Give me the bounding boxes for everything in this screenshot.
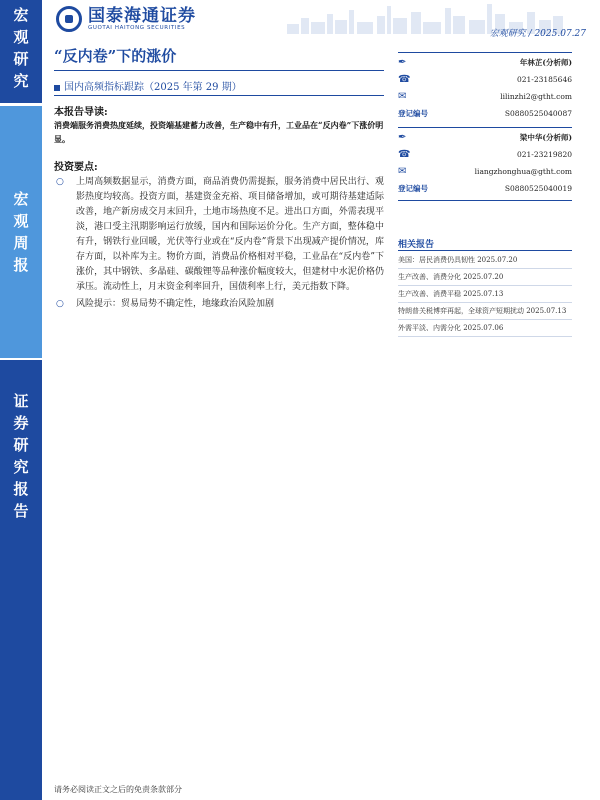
circle-bullet-icon: ○ bbox=[56, 177, 64, 187]
analyst-divider bbox=[398, 200, 572, 201]
analyst-name: 年林芷(分析师) bbox=[519, 58, 572, 67]
square-bullet-icon bbox=[54, 85, 60, 91]
analyst-email[interactable]: lilinzhi2@gtht.com bbox=[500, 92, 572, 101]
phone-icon: ☎ bbox=[398, 74, 411, 85]
sidebar-char: 告 bbox=[13, 502, 29, 520]
related-report-link[interactable]: 外需平淡、内需分化 2025.07.06 bbox=[398, 320, 572, 337]
sidebar-char: 周 bbox=[13, 234, 29, 252]
analyst-name-row bbox=[398, 54, 572, 71]
sidebar-securities-report bbox=[0, 360, 42, 800]
page-title: “反内卷”下的涨价 bbox=[54, 47, 177, 65]
related-report-link[interactable]: 生产改善、消费分化 2025.07.20 bbox=[398, 269, 572, 286]
sidebar-char: 观 bbox=[13, 212, 29, 230]
list-item bbox=[54, 297, 384, 312]
pen-icon: ✒ bbox=[398, 132, 407, 143]
reg-number: S0880525040087 bbox=[504, 109, 572, 118]
analyst-name-row bbox=[398, 129, 572, 146]
analyst-reg-row bbox=[398, 180, 572, 197]
analyst-phone: 021-23185646 bbox=[516, 75, 572, 84]
analyst-name: 梁中华(分析师) bbox=[519, 133, 572, 142]
title-divider bbox=[54, 70, 384, 71]
sidebar-char: 报 bbox=[13, 480, 29, 498]
point-text: 风险提示：贸易局势不确定性，地缘政治风险加剧 bbox=[76, 299, 275, 309]
analyst-card bbox=[398, 129, 572, 197]
analyst-divider bbox=[398, 52, 572, 53]
point-text: 上周高频数据显示，消费方面，商品消费仍需提振，服务消费中居民出行、观影热度均较高。投资方面，基建资金充裕、项目储备增加，或可期待基建适际改善，地产新房成交月末回升，土地市场热度不足。进出口方面，外需表现平淡，港口受主汛期影响运行放缓，国内和国际运价分化。生产方面，整体稳中有升，钢铁行业回暖，光伏等行业或在“反内卷”背景下出现减产提价情况，库存方面，以补库为主。物价方面，消费品价格相对平稳，工业品在“反内卷”下涨价，其中钢铁、多晶硅、碳酸锂等品种涨价幅度较大，但建材中水泥价格仍承压。流动性上，月末资金利率回升，国债利率上行，美元指数下降。 bbox=[76, 177, 384, 292]
mail-icon: ✉ bbox=[398, 91, 407, 102]
sidebar-char: 观 bbox=[13, 28, 29, 46]
subtitle-divider bbox=[54, 95, 384, 96]
related-report-link[interactable]: 美国：居民消费仍具韧性 2025.07.20 bbox=[398, 252, 572, 269]
reg-label: 登记编号 bbox=[398, 184, 428, 193]
analyst-card bbox=[398, 54, 572, 122]
left-sidebar bbox=[0, 0, 42, 800]
company-name-en: GUOTAI HAITONG SECURITIES bbox=[88, 25, 186, 31]
analyst-email-row bbox=[398, 88, 572, 105]
disclaimer-footer: 请务必阅读正文之后的免责条款部分 bbox=[54, 785, 182, 794]
key-points-list bbox=[54, 175, 384, 314]
report-category-date: 宏观研究 / 2025.07.27 bbox=[489, 29, 586, 39]
analyst-reg-row bbox=[398, 105, 572, 122]
page-header bbox=[42, 0, 600, 40]
related-report-link[interactable]: 生产改善、消费平稳 2025.07.13 bbox=[398, 286, 572, 303]
report-subtitle bbox=[54, 78, 242, 93]
subtitle-text: 国内高频指标跟踪（2025 年第 29 期） bbox=[64, 82, 242, 93]
sidebar-macro-research bbox=[0, 0, 42, 103]
related-divider bbox=[398, 250, 572, 251]
related-reports-list bbox=[398, 252, 572, 337]
sidebar-char: 研 bbox=[13, 50, 29, 68]
sidebar-char: 证 bbox=[13, 392, 29, 410]
reg-number: S0880525040019 bbox=[504, 184, 572, 193]
company-name-cn: 国泰海通证券 bbox=[88, 6, 196, 26]
company-logo bbox=[56, 6, 196, 32]
sidebar-char: 宏 bbox=[13, 190, 29, 208]
analyst-email-row bbox=[398, 163, 572, 180]
mail-icon: ✉ bbox=[398, 166, 407, 177]
list-item bbox=[54, 175, 384, 295]
analyst-phone: 021-23219820 bbox=[516, 150, 572, 159]
guide-heading: 本报告导读: bbox=[54, 107, 108, 118]
reg-label: 登记编号 bbox=[398, 109, 428, 118]
related-reports-heading: 相关报告 bbox=[398, 240, 435, 250]
sidebar-char: 究 bbox=[13, 458, 29, 476]
sidebar-char: 究 bbox=[13, 72, 29, 90]
guide-text: 消费端服务消费热度延续，投资端基建蓄力改善，生产稳中有升，工业品在“反内卷”下涨价明显。 bbox=[54, 120, 384, 144]
circle-bullet-icon: ○ bbox=[56, 299, 64, 309]
sidebar-char: 研 bbox=[13, 436, 29, 454]
sidebar-char: 券 bbox=[13, 414, 29, 432]
sidebar-char: 报 bbox=[13, 256, 29, 274]
pen-icon: ✒ bbox=[398, 57, 407, 68]
logo-icon bbox=[56, 6, 82, 32]
sidebar-char: 宏 bbox=[13, 6, 29, 24]
sidebar-macro-weekly bbox=[0, 106, 42, 358]
analyst-email[interactable]: liangzhonghua@gtht.com bbox=[474, 167, 572, 176]
analyst-phone-row bbox=[398, 71, 572, 88]
related-report-link[interactable]: 特朗普关税博弈再起，全球资产短期扰动 2025.07.13 bbox=[398, 303, 572, 320]
analyst-phone-row bbox=[398, 146, 572, 163]
phone-icon: ☎ bbox=[398, 149, 411, 160]
analyst-divider bbox=[398, 127, 572, 128]
points-heading: 投资要点: bbox=[54, 162, 98, 173]
